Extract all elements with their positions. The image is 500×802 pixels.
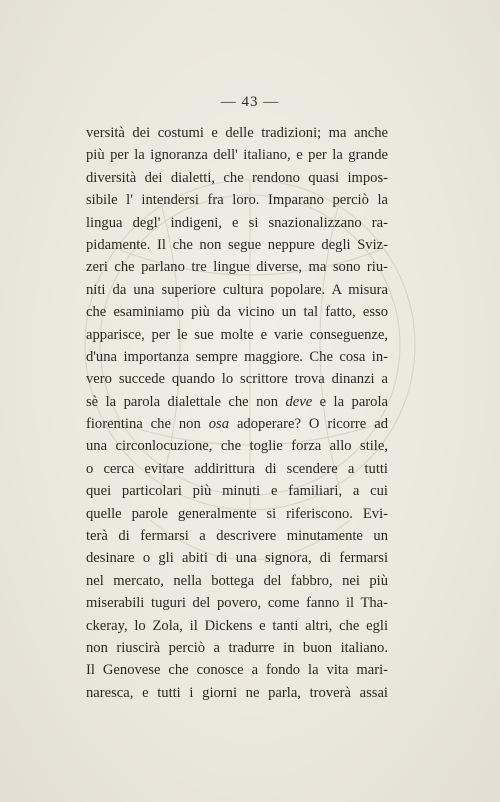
text-line: Il Genovese che conosce a fondo la vita mari- <box>86 662 388 679</box>
text-line: o cerca evitare addirittura di scendere a tutti <box>86 460 388 477</box>
text-line: fiorentina che non osa adoperare? O ricorre ad <box>86 416 388 433</box>
text-line: vero succede quando lo scrittore trova dinanzi a <box>86 371 388 388</box>
text-line: una circonlocuzione, che toglie forza allo stile, <box>86 438 388 455</box>
body-text <box>86 122 388 704</box>
text-line: zeri che parlano tre lingue diverse, ma sono riu- <box>86 259 388 276</box>
text-line: diversità dei dialetti, che rendono quasi impos- <box>86 169 388 186</box>
text-line: ckeray, lo Zola, il Dickens e tanti altri, che egli <box>86 617 388 634</box>
text-line: niti da una superiore cultura popolare. A misura <box>86 281 388 298</box>
text-line: lingua degl' indigeni, e si snazionalizzano ra- <box>86 214 388 231</box>
text-line: quelle parole generalmente si riferiscono. Evi- <box>86 505 388 522</box>
text-line: sè la parola dialettale che non deve e la parola <box>86 393 388 410</box>
text-line: più per la ignoranza dell' italiano, e per la grande <box>86 147 388 164</box>
text-line: naresca, e tutti i giorni ne parla, troverà assai <box>86 684 388 701</box>
text-line: versità dei costumi e delle tradizioni; ma anche <box>86 125 388 141</box>
text-line: quei particolari più minuti e familiari, a cui <box>86 483 388 500</box>
text-line: sibile l' intendersi fra loro. Imparano perciò la <box>86 192 388 209</box>
text-line: d'una importanza sempre maggiore. Che cosa in- <box>86 348 388 365</box>
text-line: che esaminiamo più da vicino un tal fatto, esso <box>86 304 388 321</box>
page-number: — 43 — <box>220 94 280 110</box>
text-line: non riuscirà perciò a tradurre in buon italiano. <box>86 639 388 656</box>
text-line: pidamente. Il che non segue neppure degli Sviz- <box>86 236 388 253</box>
text-line: desinare o gli abiti di una signora, di fermarsi <box>86 550 388 567</box>
text-line: apparisce, per le sue molte e varie conseguenze, <box>86 326 388 343</box>
text-line: nel mercato, nella bottega del fabbro, nei più <box>86 572 388 589</box>
text-line: terà di fermarsi a descrivere minutamente un <box>86 528 388 545</box>
text-line: miserabili tuguri del povero, come fanno il Tha- <box>86 595 388 612</box>
